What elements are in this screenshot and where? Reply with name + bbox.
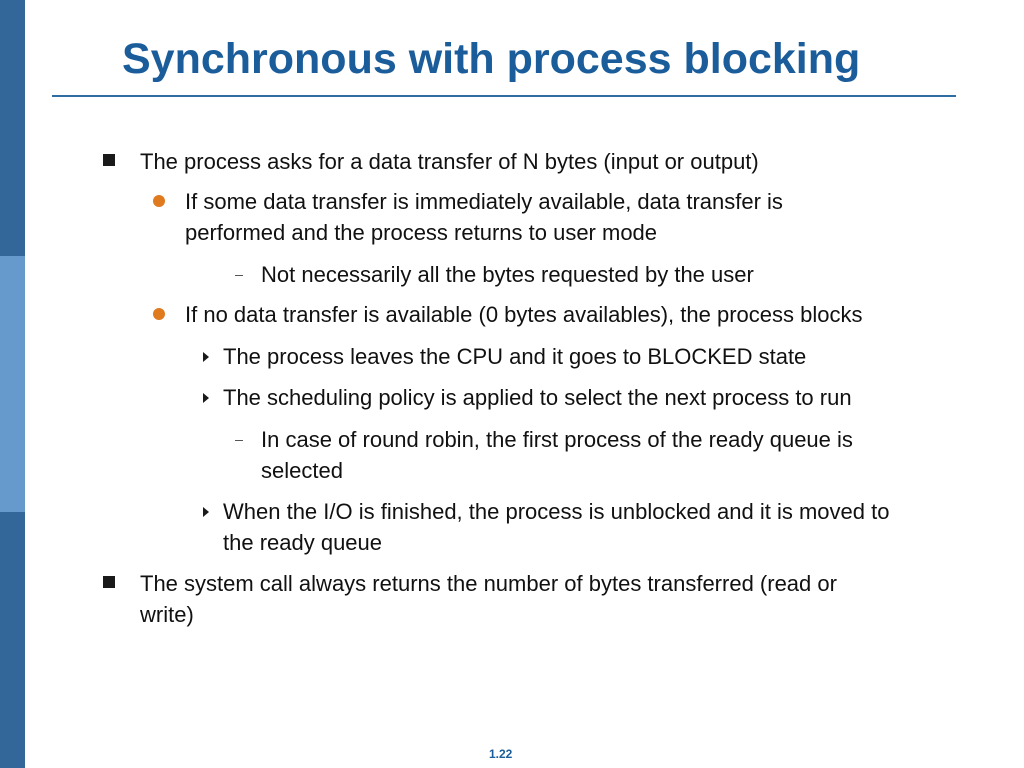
- triangle-bullet-icon: [203, 507, 209, 517]
- triangle-bullet-icon: [203, 352, 209, 362]
- dash-bullet-icon: [235, 440, 243, 441]
- bullet-text-line: write): [140, 602, 194, 627]
- bullet-text: If no data transfer is available (0 bytes availables), the process blocks: [185, 302, 863, 327]
- bullet-item-level-4: [261, 259, 754, 290]
- bullet-text: The process leaves the CPU and it goes to BLOCKED state: [223, 344, 807, 369]
- bullet-item-level-3: [223, 496, 889, 558]
- bullet-text-line: The system call always returns the number of bytes transferred (read or: [140, 571, 837, 596]
- square-bullet-icon: [103, 576, 115, 588]
- dash-bullet-icon: [235, 275, 243, 276]
- bullet-item-level-3: [223, 341, 806, 372]
- bullet-text: The scheduling policy is applied to select the next process to run: [223, 385, 852, 410]
- page-number: 1.22: [489, 747, 513, 761]
- round-bullet-icon: [153, 308, 165, 320]
- bullet-item-level-4: [261, 424, 853, 486]
- bullet-text: The process asks for a data transfer of N bytes (input or output): [140, 149, 759, 174]
- bullet-text: Not necessarily all the bytes requested by the user: [261, 262, 754, 287]
- bullet-text-line: the ready queue: [223, 530, 383, 555]
- bullet-text-line: performed and the process returns to user mode: [185, 220, 658, 245]
- bullet-text-line: If some data transfer is immediately available, data transfer is: [185, 189, 783, 214]
- bullet-item-level-3: [223, 382, 852, 413]
- round-bullet-icon: [153, 195, 165, 207]
- bullet-item-level-1: [140, 568, 837, 630]
- bullet-item-level-2: [185, 299, 862, 330]
- triangle-bullet-icon: [203, 393, 209, 403]
- bullet-text-line: When the I/O is finished, the process is unblocked and it is moved to: [223, 499, 890, 524]
- square-bullet-icon: [103, 154, 115, 166]
- bullet-text-line: selected: [261, 458, 343, 483]
- bullet-item-level-2: [185, 186, 783, 248]
- bullet-text-line: In case of round robin, the first process of the ready queue is: [261, 427, 853, 452]
- bullet-item-level-1: [140, 146, 759, 177]
- slide-title: Synchronous with process blocking: [122, 35, 861, 83]
